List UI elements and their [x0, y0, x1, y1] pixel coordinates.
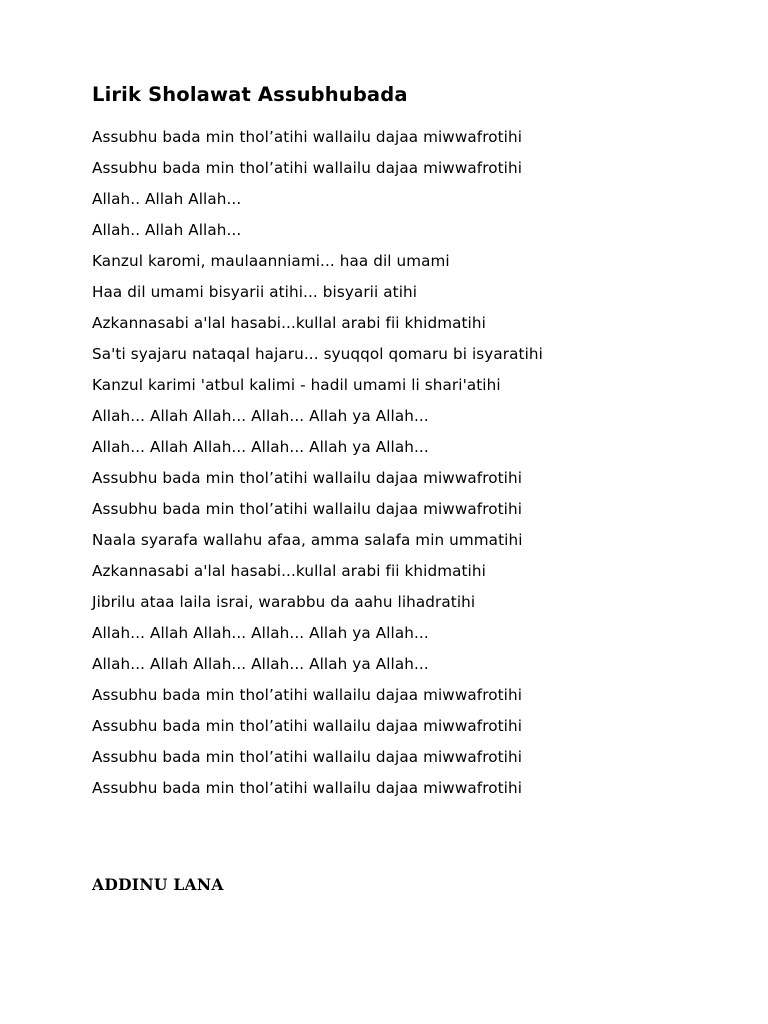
- lyric-line: Assubhu bada min thol’atihi wallailu dajaa miwwafrotihi: [92, 717, 523, 735]
- lyric-line: Azkannasabi a'lal hasabi...kullal arabi fii khidmatihi: [92, 314, 486, 332]
- lyric-line: Assubhu bada min thol’atihi wallailu dajaa miwwafrotihi: [92, 779, 523, 797]
- footer-heading: ADDINU LANA: [92, 875, 224, 894]
- lyric-line: Jibrilu ataa laila israi, warabbu da aahu lihadratihi: [92, 593, 476, 611]
- lyric-line: Kanzul karomi, maulaanniami... haa dil umami: [92, 252, 450, 270]
- lyric-line: Allah... Allah Allah... Allah... Allah ya Allah...: [92, 655, 429, 673]
- lyric-line: Haa dil umami bisyarii atihi... bisyarii atihi: [92, 283, 418, 301]
- lyrics-list: [92, 122, 692, 804]
- lyric-line: Assubhu bada min thol’atihi wallailu dajaa miwwafrotihi: [92, 128, 523, 146]
- lyric-line: Assubhu bada min thol’atihi wallailu dajaa miwwafrotihi: [92, 748, 523, 766]
- lyric-line: Kanzul karimi 'atbul kalimi - hadil umami li shari'atihi: [92, 376, 501, 394]
- lyric-line: Allah... Allah Allah... Allah... Allah ya Allah...: [92, 624, 429, 642]
- lyric-line: Allah.. Allah Allah...: [92, 190, 242, 208]
- lyric-line: Assubhu bada min thol’atihi wallailu dajaa miwwafrotihi: [92, 159, 523, 177]
- lyric-line: Assubhu bada min thol’atihi wallailu dajaa miwwafrotihi: [92, 686, 523, 704]
- page-title: Lirik Sholawat Assubhubada: [92, 83, 408, 106]
- lyric-line: Allah... Allah Allah... Allah... Allah ya Allah...: [92, 407, 429, 425]
- lyric-line: Assubhu bada min thol’atihi wallailu dajaa miwwafrotihi: [92, 469, 523, 487]
- lyric-line: Naala syarafa wallahu afaa, amma salafa min ummatihi: [92, 531, 523, 549]
- lyric-line: Assubhu bada min thol’atihi wallailu dajaa miwwafrotihi: [92, 500, 523, 518]
- lyric-line: Allah.. Allah Allah...: [92, 221, 242, 239]
- section-spacer: [92, 804, 692, 874]
- lyric-line: Azkannasabi a'lal hasabi...kullal arabi fii khidmatihi: [92, 562, 486, 580]
- document-content: [92, 82, 692, 896]
- lyric-line: Sa'ti syajaru nataqal hajaru... syuqqol qomaru bi isyaratihi: [92, 345, 543, 363]
- lyric-line: Allah... Allah Allah... Allah... Allah ya Allah...: [92, 438, 429, 456]
